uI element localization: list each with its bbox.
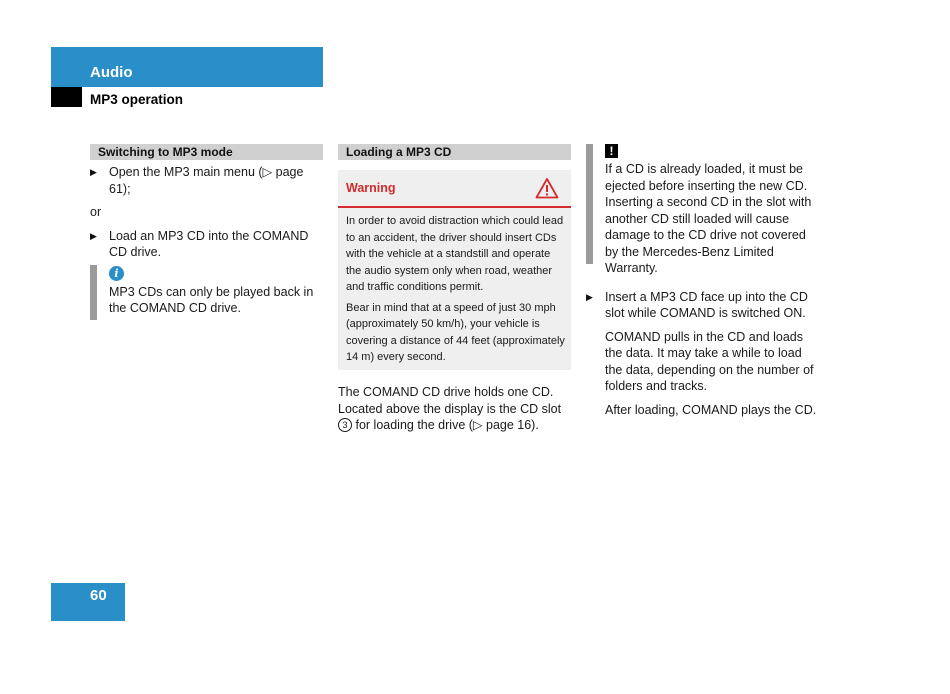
bullet-triangle-icon: ▶ [90,167,97,177]
drive-text-after: for loading the drive (▷ page 16). [355,418,539,432]
warning-box [338,170,571,370]
page-number: 60 [90,587,107,604]
callout-3: 3 [338,418,352,432]
bullet-triangle-icon: ▶ [586,291,593,302]
heading-switching-mp3: Switching to MP3 mode [90,144,323,160]
warning-paragraph-1: In order to avoid distraction which could lead to an accident, the driver should insert CDs with the vehicle at a standstill and operate the audio system only when road, weather and traffic conditions permit. [346,215,564,293]
or-text: or [90,205,102,219]
list-item-text: Insert a MP3 CD face up into the CD slot while COMAND is switched ON. [605,289,808,320]
note-bar [90,265,97,320]
subsection-title: MP3 operation [90,92,184,107]
column-2 [338,144,571,434]
column-3 [586,144,822,418]
bullet-triangle-icon: ▶ [90,230,97,241]
section-title: Audio [90,64,133,81]
warning-header [338,170,571,208]
load-paragraph: COMAND pulls in the CD and loads the data. It may take a while to load the data, depending on the number of folders and tracks. [605,329,814,393]
warning-triangle-icon [535,177,559,199]
info-icon: i [109,266,124,281]
warning-paragraph-2: Bear in mind that at a speed of just 30 mph (approximately 50 km/h), your vehicle is covering a distance of 44 feet (approximately 14 m) every second. [346,301,565,363]
note-bar [586,144,593,264]
info-text: MP3 CDs can only be played back in the COMAND CD drive. [109,284,314,315]
play-paragraph: After loading, COMAND plays the CD. [605,402,817,417]
drive-description [338,384,571,434]
notice-text: If a CD is already loaded, it must be ejected before inserting the new CD. Inserting a second CD in the slot with another CD still loaded will cause damage to the CD drive not covered by the Mercedes-Benz Limited Warranty. [605,162,812,275]
list-item [586,289,822,322]
info-note [90,265,323,320]
list-item-text: Open the MP3 main menu (▷ page 61); [109,165,304,196]
notice-box [586,144,822,277]
drive-text-before: The COMAND CD drive holds one CD. Located above the display is the CD slot [338,385,562,416]
column-1 [90,144,323,320]
heading-loading-mp3: Loading a MP3 CD [338,144,571,160]
list-item [90,228,323,261]
page-number-tab [51,583,125,621]
section-marker [51,87,82,107]
exclamation-icon: ! [605,144,618,158]
warning-title: Warning [346,181,396,195]
list-item-text: Load an MP3 CD into the COMAND CD drive. [109,228,309,259]
list-item [90,164,323,197]
